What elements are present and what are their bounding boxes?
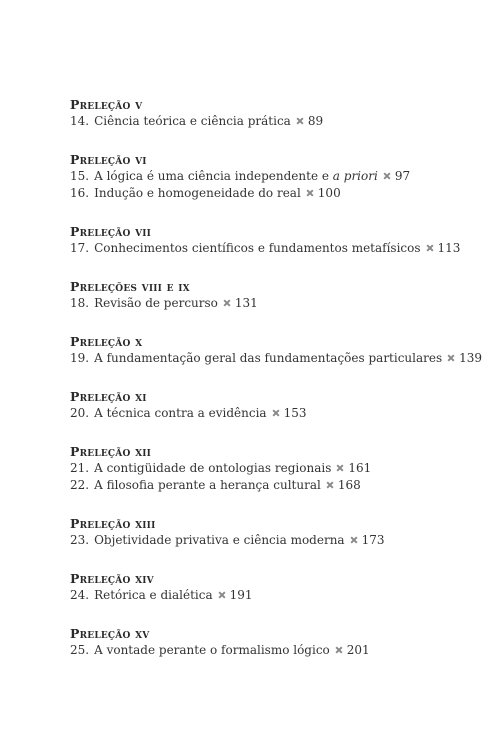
entry-page: 173 xyxy=(361,533,385,547)
toc-entry[interactable] xyxy=(70,405,470,422)
entry-number: 23. xyxy=(70,533,90,547)
entry-title: Ciência teórica e ciência prática xyxy=(94,114,291,128)
entry-page: 89 xyxy=(307,114,324,128)
toc-entry[interactable] xyxy=(70,642,470,659)
section-heading: Preleção xii xyxy=(70,444,152,459)
entry-title: A filosofia perante a herança cultural xyxy=(94,478,321,492)
entry-page: 100 xyxy=(317,186,341,200)
entry-number: 21. xyxy=(70,461,90,475)
ornament-x-icon xyxy=(218,591,226,599)
toc-entry[interactable] xyxy=(70,240,470,257)
ornament-x-icon xyxy=(447,354,455,362)
entry-number: 18. xyxy=(70,296,90,310)
entry-page: 201 xyxy=(346,643,370,657)
entry-title: A fundamentação geral das fundamentações particulares xyxy=(94,351,443,365)
section-heading: Preleção x xyxy=(70,334,143,349)
entry-page: 131 xyxy=(234,296,258,310)
entry-title: Indução e homogeneidade do real xyxy=(94,186,301,200)
ornament-x-icon xyxy=(335,646,343,654)
entry-number: 14. xyxy=(70,114,90,128)
entry-number: 16. xyxy=(70,186,90,200)
entry-number: 19. xyxy=(70,351,90,365)
entry-page: 153 xyxy=(283,406,307,420)
entry-title-italic: a priori xyxy=(332,169,378,183)
entry-title: A contigüidade de ontologias regionais xyxy=(94,461,332,475)
toc-section xyxy=(70,334,483,367)
section-heading: Preleção vii xyxy=(70,224,152,239)
section-heading: Preleção xiv xyxy=(70,571,154,586)
entry-page: 97 xyxy=(394,169,411,183)
toc-entry[interactable] xyxy=(70,460,470,477)
ornament-x-icon xyxy=(426,244,434,252)
toc-section xyxy=(70,626,470,659)
ornament-x-icon xyxy=(326,481,334,489)
ornament-x-icon xyxy=(296,117,304,125)
toc-section xyxy=(70,516,470,549)
entry-title: Objetividade privativa e ciência moderna xyxy=(94,533,345,547)
entry-title: Retórica e dialética xyxy=(94,588,213,602)
ornament-x-icon xyxy=(350,536,358,544)
entry-page: 161 xyxy=(348,461,372,475)
toc-entry[interactable] xyxy=(70,113,470,130)
toc-entry[interactable] xyxy=(70,587,470,604)
toc-entry[interactable] xyxy=(70,185,470,202)
section-heading: Preleção vi xyxy=(70,152,147,167)
entry-title: A lógica é uma ciência independente e xyxy=(94,169,329,183)
entry-title: Revisão de percurso xyxy=(94,296,218,310)
ornament-x-icon xyxy=(383,172,391,180)
entry-number: 20. xyxy=(70,406,90,420)
entry-number: 15. xyxy=(70,169,90,183)
toc-section xyxy=(70,97,470,130)
section-heading: Preleção xi xyxy=(70,389,147,404)
ornament-x-icon xyxy=(306,189,314,197)
entry-title: Conhecimentos científicos e fundamentos metafísicos xyxy=(94,241,421,255)
entry-number: 22. xyxy=(70,478,90,492)
toc-entry[interactable] xyxy=(70,295,470,312)
section-heading: Preleção v xyxy=(70,97,143,112)
entry-title: A vontade perante o formalismo lógico xyxy=(94,643,330,657)
toc-section xyxy=(70,224,470,257)
ornament-x-icon xyxy=(223,299,231,307)
section-heading: Preleção xv xyxy=(70,626,150,641)
toc-section xyxy=(70,571,470,604)
section-heading: Preleções viii e ix xyxy=(70,279,190,294)
entry-number: 24. xyxy=(70,588,90,602)
toc-entry[interactable] xyxy=(70,532,470,549)
toc-entry[interactable] xyxy=(70,168,470,185)
entry-title: A técnica contra a evidência xyxy=(94,406,267,420)
entry-page: 139 xyxy=(459,351,483,365)
toc-section xyxy=(70,444,470,494)
entry-page: 168 xyxy=(337,478,361,492)
section-heading: Preleção xiii xyxy=(70,516,156,531)
entry-page: 191 xyxy=(229,588,253,602)
table-of-contents xyxy=(70,97,483,681)
entry-page: 113 xyxy=(437,241,461,255)
entry-number: 25. xyxy=(70,643,90,657)
toc-section xyxy=(70,152,470,202)
ornament-x-icon xyxy=(272,409,280,417)
entry-number: 17. xyxy=(70,241,90,255)
ornament-x-icon xyxy=(336,464,344,472)
toc-section xyxy=(70,389,470,422)
toc-entry[interactable] xyxy=(70,477,470,494)
toc-section xyxy=(70,279,470,312)
toc-entry[interactable] xyxy=(70,350,483,367)
